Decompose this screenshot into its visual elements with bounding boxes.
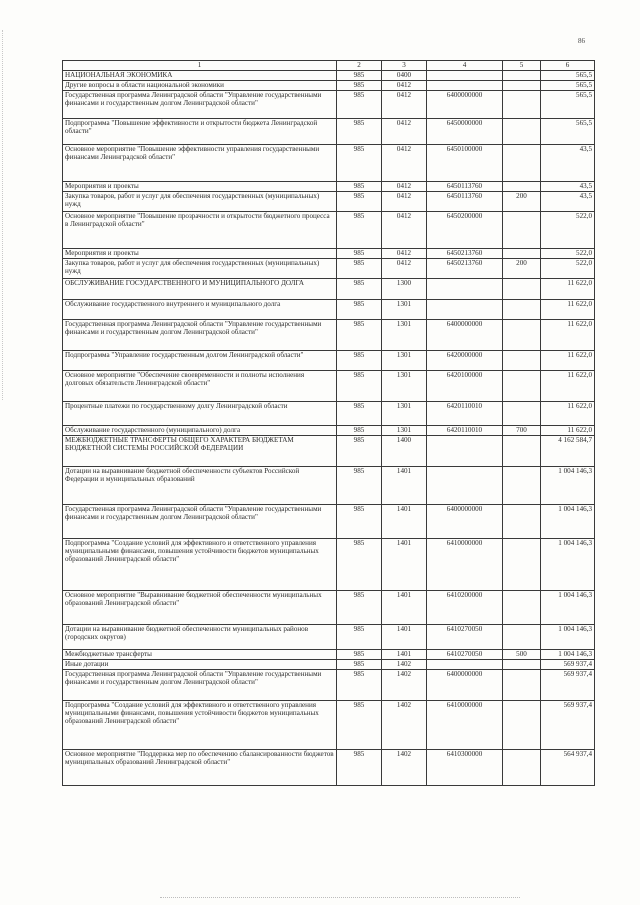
row-section-cell: 1402 xyxy=(382,660,427,670)
row-expense-type-cell xyxy=(503,71,541,81)
row-target-article-cell xyxy=(427,81,503,91)
table-row xyxy=(63,467,595,505)
row-grbs-cell: 985 xyxy=(337,71,382,81)
row-target-article-cell xyxy=(427,660,503,670)
row-name-cell: Закупка товаров, работ и услуг для обеспечения государственных (муниципальных) нужд xyxy=(63,192,337,212)
table-row xyxy=(63,505,595,539)
row-amount-cell: 43,5 xyxy=(541,182,595,192)
row-amount-cell: 522,0 xyxy=(541,259,595,279)
table-row xyxy=(63,81,595,91)
row-expense-type-cell: 700 xyxy=(503,426,541,436)
row-amount-cell: 4 162 584,7 xyxy=(541,436,595,467)
row-expense-type-cell xyxy=(503,91,541,119)
row-section-cell: 1401 xyxy=(382,650,427,660)
row-grbs-cell: 985 xyxy=(337,426,382,436)
column-number-3: 3 xyxy=(382,61,427,71)
row-expense-type-cell xyxy=(503,701,541,750)
row-name-cell: Дотации на выравнивание бюджетной обеспеченности субъектов Российской Федерации и муниципальных образований xyxy=(63,467,337,505)
scan-edge-artifact xyxy=(2,30,6,400)
table-row xyxy=(63,300,595,320)
row-target-article-cell: 6400000000 xyxy=(427,91,503,119)
table-row xyxy=(63,650,595,660)
row-name-cell: Мероприятия и проекты xyxy=(63,182,337,192)
row-amount-cell: 11 622,0 xyxy=(541,279,595,300)
row-target-article-cell: 6400000000 xyxy=(427,505,503,539)
row-section-cell: 1300 xyxy=(382,279,427,300)
table-row xyxy=(63,371,595,402)
row-grbs-cell: 985 xyxy=(337,670,382,701)
row-name-cell: Подпрограмма "Управление государственным долгом Ленинградской области" xyxy=(63,351,337,371)
row-grbs-cell: 985 xyxy=(337,91,382,119)
row-name-cell: Подпрограмма "Создание условий для эффективного и ответственного управления муниципальными финансами, повышения устойчивости бюджетов муниципальных образований Ленинградской области" xyxy=(63,701,337,750)
row-target-article-cell: 6410000000 xyxy=(427,701,503,750)
row-name-cell: Основное мероприятие "Выравнивание бюджетной обеспеченности муниципальных образований Ленинградской области" xyxy=(63,591,337,625)
row-amount-cell: 11 622,0 xyxy=(541,300,595,320)
row-expense-type-cell xyxy=(503,351,541,371)
table-row xyxy=(63,192,595,212)
row-section-cell: 1301 xyxy=(382,300,427,320)
row-expense-type-cell xyxy=(503,182,541,192)
row-grbs-cell: 985 xyxy=(337,300,382,320)
table-row xyxy=(63,701,595,750)
row-target-article-cell: 6450100000 xyxy=(427,145,503,182)
row-section-cell: 1400 xyxy=(382,436,427,467)
row-section-cell: 1301 xyxy=(382,351,427,371)
row-name-cell: Другие вопросы в области национальной экономики xyxy=(63,81,337,91)
row-amount-cell: 11 622,0 xyxy=(541,426,595,436)
row-grbs-cell: 985 xyxy=(337,182,382,192)
row-amount-cell: 565,5 xyxy=(541,81,595,91)
row-target-article-cell: 6410000000 xyxy=(427,539,503,591)
row-section-cell: 1301 xyxy=(382,426,427,436)
row-expense-type-cell xyxy=(503,320,541,351)
row-target-article-cell xyxy=(427,71,503,81)
row-section-cell: 0412 xyxy=(382,259,427,279)
row-expense-type-cell xyxy=(503,212,541,249)
row-amount-cell: 1 004 146,3 xyxy=(541,505,595,539)
row-section-cell: 0400 xyxy=(382,71,427,81)
budget-table-body xyxy=(63,61,595,786)
row-expense-type-cell xyxy=(503,402,541,426)
row-grbs-cell: 985 xyxy=(337,660,382,670)
row-target-article-cell: 6410300000 xyxy=(427,750,503,786)
row-amount-cell: 11 622,0 xyxy=(541,351,595,371)
row-amount-cell: 11 622,0 xyxy=(541,371,595,402)
table-row xyxy=(63,212,595,249)
row-grbs-cell: 985 xyxy=(337,625,382,650)
row-expense-type-cell xyxy=(503,119,541,145)
column-number-row xyxy=(63,61,595,71)
row-expense-type-cell xyxy=(503,371,541,402)
row-amount-cell: 522,0 xyxy=(541,249,595,259)
row-section-cell: 0412 xyxy=(382,182,427,192)
row-section-cell: 0412 xyxy=(382,119,427,145)
row-expense-type-cell xyxy=(503,249,541,259)
row-amount-cell: 1 004 146,3 xyxy=(541,625,595,650)
row-name-cell: Иные дотации xyxy=(63,660,337,670)
row-grbs-cell: 985 xyxy=(337,539,382,591)
row-target-article-cell: 6400000000 xyxy=(427,320,503,351)
row-grbs-cell: 985 xyxy=(337,436,382,467)
table-row xyxy=(63,750,595,786)
row-name-cell: Подпрограмма "Создание условий для эффективного и ответственного управления муниципальными финансами, повышения устойчивости бюджетов муниципальных образований Ленинградской области" xyxy=(63,539,337,591)
scan-footer-artifact xyxy=(160,897,520,899)
row-name-cell: Основное мероприятие "Повышение прозрачности и открытости бюджетного процесса в Ленинградской области" xyxy=(63,212,337,249)
row-section-cell: 0412 xyxy=(382,81,427,91)
row-name-cell: Подпрограмма "Повышение эффективности и открытости бюджета Ленинградской области" xyxy=(63,119,337,145)
row-expense-type-cell xyxy=(503,591,541,625)
table-row xyxy=(63,145,595,182)
row-section-cell: 1401 xyxy=(382,505,427,539)
row-name-cell: Закупка товаров, работ и услуг для обеспечения государственных (муниципальных) нужд xyxy=(63,259,337,279)
row-name-cell: Обслуживание государственного (муниципального) долга xyxy=(63,426,337,436)
row-name-cell: Межбюджетные трансферты xyxy=(63,650,337,660)
row-grbs-cell: 985 xyxy=(337,402,382,426)
table-row xyxy=(63,625,595,650)
row-name-cell: ОБСЛУЖИВАНИЕ ГОСУДАРСТВЕННОГО И МУНИЦИПАЛЬНОГО ДОЛГА xyxy=(63,279,337,300)
table-row xyxy=(63,591,595,625)
row-amount-cell: 1 004 146,3 xyxy=(541,467,595,505)
row-amount-cell: 565,5 xyxy=(541,71,595,81)
row-target-article-cell xyxy=(427,300,503,320)
row-name-cell: Государственная программа Ленинградской области "Управление государственными финансами и государственным долгом Ленинградской области" xyxy=(63,505,337,539)
row-section-cell: 1301 xyxy=(382,371,427,402)
table-row xyxy=(63,670,595,701)
row-name-cell: Процентные платежи по государственному долгу Ленинградской области xyxy=(63,402,337,426)
row-amount-cell: 43,5 xyxy=(541,145,595,182)
row-section-cell: 0412 xyxy=(382,145,427,182)
row-name-cell: Дотации на выравнивание бюджетной обеспеченности муниципальных районов (городских округов) xyxy=(63,625,337,650)
row-grbs-cell: 985 xyxy=(337,351,382,371)
row-target-article-cell: 6420100000 xyxy=(427,371,503,402)
row-section-cell: 1402 xyxy=(382,701,427,750)
row-name-cell: Основное мероприятие "Поддержка мер по обеспечению сбалансированности бюджетов муниципальных образований Ленинградской области" xyxy=(63,750,337,786)
row-grbs-cell: 985 xyxy=(337,249,382,259)
column-number-1: 1 xyxy=(63,61,337,71)
row-grbs-cell: 985 xyxy=(337,81,382,91)
row-expense-type-cell xyxy=(503,279,541,300)
row-section-cell: 1401 xyxy=(382,467,427,505)
table-row xyxy=(63,351,595,371)
column-number-6: 6 xyxy=(541,61,595,71)
table-row xyxy=(63,660,595,670)
row-amount-cell: 1 004 146,3 xyxy=(541,539,595,591)
row-section-cell: 1301 xyxy=(382,320,427,351)
row-target-article-cell: 6420110010 xyxy=(427,426,503,436)
row-section-cell: 0412 xyxy=(382,249,427,259)
row-amount-cell: 569 937,4 xyxy=(541,660,595,670)
row-name-cell: МЕЖБЮДЖЕТНЫЕ ТРАНСФЕРТЫ ОБЩЕГО ХАРАКТЕРА БЮДЖЕТАМ БЮДЖЕТНОЙ СИСТЕМЫ РОССИЙСКОЙ ФЕДЕРАЦИИ xyxy=(63,436,337,467)
table-row xyxy=(63,249,595,259)
row-amount-cell: 1 004 146,3 xyxy=(541,591,595,625)
row-expense-type-cell xyxy=(503,81,541,91)
row-grbs-cell: 985 xyxy=(337,279,382,300)
column-number-2: 2 xyxy=(337,61,382,71)
row-target-article-cell: 6410200000 xyxy=(427,591,503,625)
row-amount-cell: 11 622,0 xyxy=(541,402,595,426)
budget-table xyxy=(62,60,595,786)
row-expense-type-cell xyxy=(503,300,541,320)
table-row xyxy=(63,182,595,192)
row-expense-type-cell: 500 xyxy=(503,650,541,660)
row-target-article-cell: 6450113760 xyxy=(427,192,503,212)
row-target-article-cell: 6450213760 xyxy=(427,259,503,279)
row-grbs-cell: 985 xyxy=(337,505,382,539)
row-grbs-cell: 985 xyxy=(337,119,382,145)
row-expense-type-cell: 200 xyxy=(503,192,541,212)
row-grbs-cell: 985 xyxy=(337,591,382,625)
row-grbs-cell: 985 xyxy=(337,371,382,402)
row-name-cell: Государственная программа Ленинградской области "Управление государственными финансами и государственным долгом Ленинградской области" xyxy=(63,670,337,701)
row-section-cell: 1401 xyxy=(382,539,427,591)
table-row xyxy=(63,436,595,467)
row-name-cell: Основное мероприятие "Обеспечение своевременности и полноты исполнения долговых обязательств Ленинградской области" xyxy=(63,371,337,402)
table-row xyxy=(63,539,595,591)
row-amount-cell: 569 937,4 xyxy=(541,701,595,750)
row-name-cell: НАЦИОНАЛЬНАЯ ЭКОНОМИКА xyxy=(63,71,337,81)
row-section-cell: 1401 xyxy=(382,591,427,625)
row-section-cell: 0412 xyxy=(382,91,427,119)
row-target-article-cell: 6450113760 xyxy=(427,182,503,192)
page-number: 86 xyxy=(578,37,585,45)
row-section-cell: 0412 xyxy=(382,192,427,212)
row-expense-type-cell xyxy=(503,505,541,539)
row-amount-cell: 1 004 146,3 xyxy=(541,650,595,660)
row-section-cell: 1401 xyxy=(382,625,427,650)
row-name-cell: Мероприятия и проекты xyxy=(63,249,337,259)
row-grbs-cell: 985 xyxy=(337,650,382,660)
row-expense-type-cell xyxy=(503,625,541,650)
row-section-cell: 1402 xyxy=(382,670,427,701)
row-amount-cell: 11 622,0 xyxy=(541,320,595,351)
row-grbs-cell: 985 xyxy=(337,145,382,182)
table-row xyxy=(63,402,595,426)
row-name-cell: Основное мероприятие "Повышение эффективности управления государственными финансами Ленинградской области" xyxy=(63,145,337,182)
row-expense-type-cell xyxy=(503,145,541,182)
row-expense-type-cell xyxy=(503,539,541,591)
row-target-article-cell: 6450213760 xyxy=(427,249,503,259)
row-expense-type-cell xyxy=(503,750,541,786)
row-target-article-cell: 6450000000 xyxy=(427,119,503,145)
row-name-cell: Обслуживание государственного внутреннего и муниципального долга xyxy=(63,300,337,320)
row-amount-cell: 569 937,4 xyxy=(541,670,595,701)
row-target-article-cell xyxy=(427,279,503,300)
table-row xyxy=(63,71,595,81)
row-name-cell: Государственная программа Ленинградской области "Управление государственными финансами и государственным долгом Ленинградской области" xyxy=(63,320,337,351)
column-number-4: 4 xyxy=(427,61,503,71)
row-amount-cell: 43,5 xyxy=(541,192,595,212)
row-expense-type-cell: 200 xyxy=(503,259,541,279)
row-grbs-cell: 985 xyxy=(337,701,382,750)
row-grbs-cell: 985 xyxy=(337,259,382,279)
row-amount-cell: 522,0 xyxy=(541,212,595,249)
row-section-cell: 0412 xyxy=(382,212,427,249)
row-grbs-cell: 985 xyxy=(337,212,382,249)
column-number-5: 5 xyxy=(503,61,541,71)
row-grbs-cell: 985 xyxy=(337,192,382,212)
table-row xyxy=(63,91,595,119)
row-grbs-cell: 985 xyxy=(337,320,382,351)
table-row xyxy=(63,279,595,300)
row-grbs-cell: 985 xyxy=(337,467,382,505)
row-target-article-cell xyxy=(427,467,503,505)
row-section-cell: 1301 xyxy=(382,402,427,426)
row-target-article-cell: 6410270050 xyxy=(427,650,503,660)
table-row xyxy=(63,119,595,145)
row-amount-cell: 564 937,4 xyxy=(541,750,595,786)
row-target-article-cell: 6450200000 xyxy=(427,212,503,249)
row-expense-type-cell xyxy=(503,670,541,701)
row-target-article-cell: 6420000000 xyxy=(427,351,503,371)
table-row xyxy=(63,426,595,436)
row-target-article-cell: 6410270050 xyxy=(427,625,503,650)
table-row xyxy=(63,259,595,279)
row-expense-type-cell xyxy=(503,467,541,505)
row-amount-cell: 565,5 xyxy=(541,119,595,145)
row-grbs-cell: 985 xyxy=(337,750,382,786)
row-amount-cell: 565,5 xyxy=(541,91,595,119)
table-row xyxy=(63,320,595,351)
row-expense-type-cell xyxy=(503,660,541,670)
row-target-article-cell: 6420110010 xyxy=(427,402,503,426)
row-target-article-cell: 6400000000 xyxy=(427,670,503,701)
row-expense-type-cell xyxy=(503,436,541,467)
row-name-cell: Государственная программа Ленинградской области "Управление государственными финансами и государственным долгом Ленинградской области" xyxy=(63,91,337,119)
row-section-cell: 1402 xyxy=(382,750,427,786)
row-target-article-cell xyxy=(427,436,503,467)
